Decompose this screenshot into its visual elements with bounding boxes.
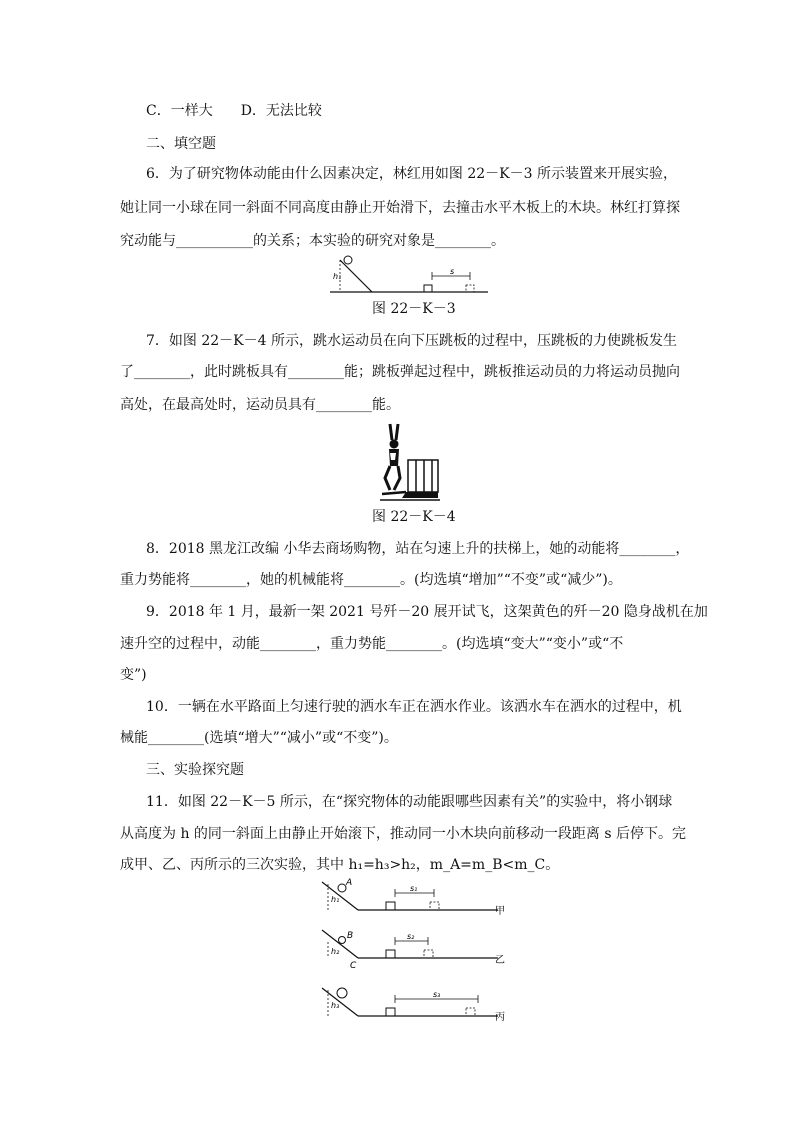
q10-line-2: 械能________(选填“增大”“减小”或“不变”)。 bbox=[120, 730, 398, 746]
section-heading-fill-blank: 二、填空题 bbox=[146, 136, 216, 152]
ball-a-label: A bbox=[346, 878, 353, 888]
ball-c-label: C bbox=[350, 961, 357, 971]
panel-yi-label: 乙 bbox=[495, 955, 505, 966]
fig3-s-label: s bbox=[450, 267, 455, 276]
figure-22-k-5-panel-bing bbox=[318, 984, 518, 1024]
q9-line-2: 速升空的过程中，动能________，重力势能________。(均选填“变大”“变小”或“不 bbox=[120, 636, 624, 652]
q9-line-1: 9．2018 年 1 月，最新一架 2021 号歼－20 展开试飞，这架黄色的歼－20 隐身战机在加 bbox=[146, 604, 708, 620]
figure-22-k-5-panel-yi bbox=[318, 924, 518, 970]
figure-22-k-5-panel-jia bbox=[318, 878, 518, 918]
q9-line-3: 变”) bbox=[120, 667, 147, 683]
h1-label: h₁ bbox=[331, 895, 340, 904]
q8-line-2: 重力势能将________，她的机械能将________。(均选填“增加”“不变”或“减少”)。 bbox=[120, 572, 622, 588]
h3-label: h₃ bbox=[331, 1001, 340, 1010]
q11-line-2: 从高度为 h 的同一斜面上由静止开始滚下，推动同一小木块向前移动一段距离 s 后停下。完 bbox=[120, 826, 686, 842]
s2-label: s₂ bbox=[407, 932, 415, 941]
fig3-h-label: h₁ bbox=[333, 272, 342, 281]
q6-line-1: 6．为了研究物体动能由什么因素决定，林红用如图 22－K－3 所示装置来开展实验， bbox=[146, 166, 677, 182]
caption-fig-22-k-4: 图 22－K－4 bbox=[372, 509, 456, 525]
figure-22-k-4-diver bbox=[372, 420, 442, 502]
caption-fig-22-k-3: 图 22－K－3 bbox=[372, 301, 456, 317]
q11-line-1: 11．如图 22－K－5 所示，在“探究物体的动能跟哪些因素有关”的实验中，将小钢球 bbox=[146, 794, 673, 810]
q7-line-3: 高处，在最高处时，运动员具有________能。 bbox=[120, 397, 400, 413]
q7-line-1: 7．如图 22－K－4 所示，跳水运动员在向下压跳板的过程中，压跳板的力使跳板发生 bbox=[146, 333, 677, 349]
s3-label: s₃ bbox=[433, 990, 441, 999]
figure-22-k-3 bbox=[330, 254, 500, 298]
q6-line-2: 她让同一小球在同一斜面不同高度由静止开始滑下，去撞击水平木板上的木块。林红打算探 bbox=[120, 200, 680, 216]
panel-jia-label: 甲 bbox=[495, 906, 505, 917]
h2-label: h₂ bbox=[331, 947, 340, 956]
q6-line-3: 究动能与___________的关系；本实验的研究对象是________。 bbox=[120, 233, 505, 249]
option-line-c-d: C．一样大 D．无法比较 bbox=[146, 103, 322, 119]
q11-line-3: 成甲、乙、丙所示的三次实验，其中 h₁=h₃>h₂，m_A=m_B<m_C。 bbox=[120, 857, 560, 873]
s1-label: s₁ bbox=[410, 884, 418, 893]
q10-line-1: 10．一辆在水平路面上匀速行驶的洒水车正在洒水作业。该洒水车在洒水的过程中，机 bbox=[146, 699, 682, 715]
q8-line-1: 8．2018 黑龙江改编 小华去商场购物，站在匀速上升的扶梯上，她的动能将________， bbox=[146, 541, 690, 557]
ball-b-label: B bbox=[347, 931, 354, 941]
section-heading-experiment: 三、实验探究题 bbox=[146, 762, 244, 778]
q7-line-2: 了________，此时跳板具有________能；跳板弹起过程中，跳板推运动员的力将运动员抛向 bbox=[120, 364, 680, 380]
panel-bing-label: 丙 bbox=[495, 1012, 505, 1023]
